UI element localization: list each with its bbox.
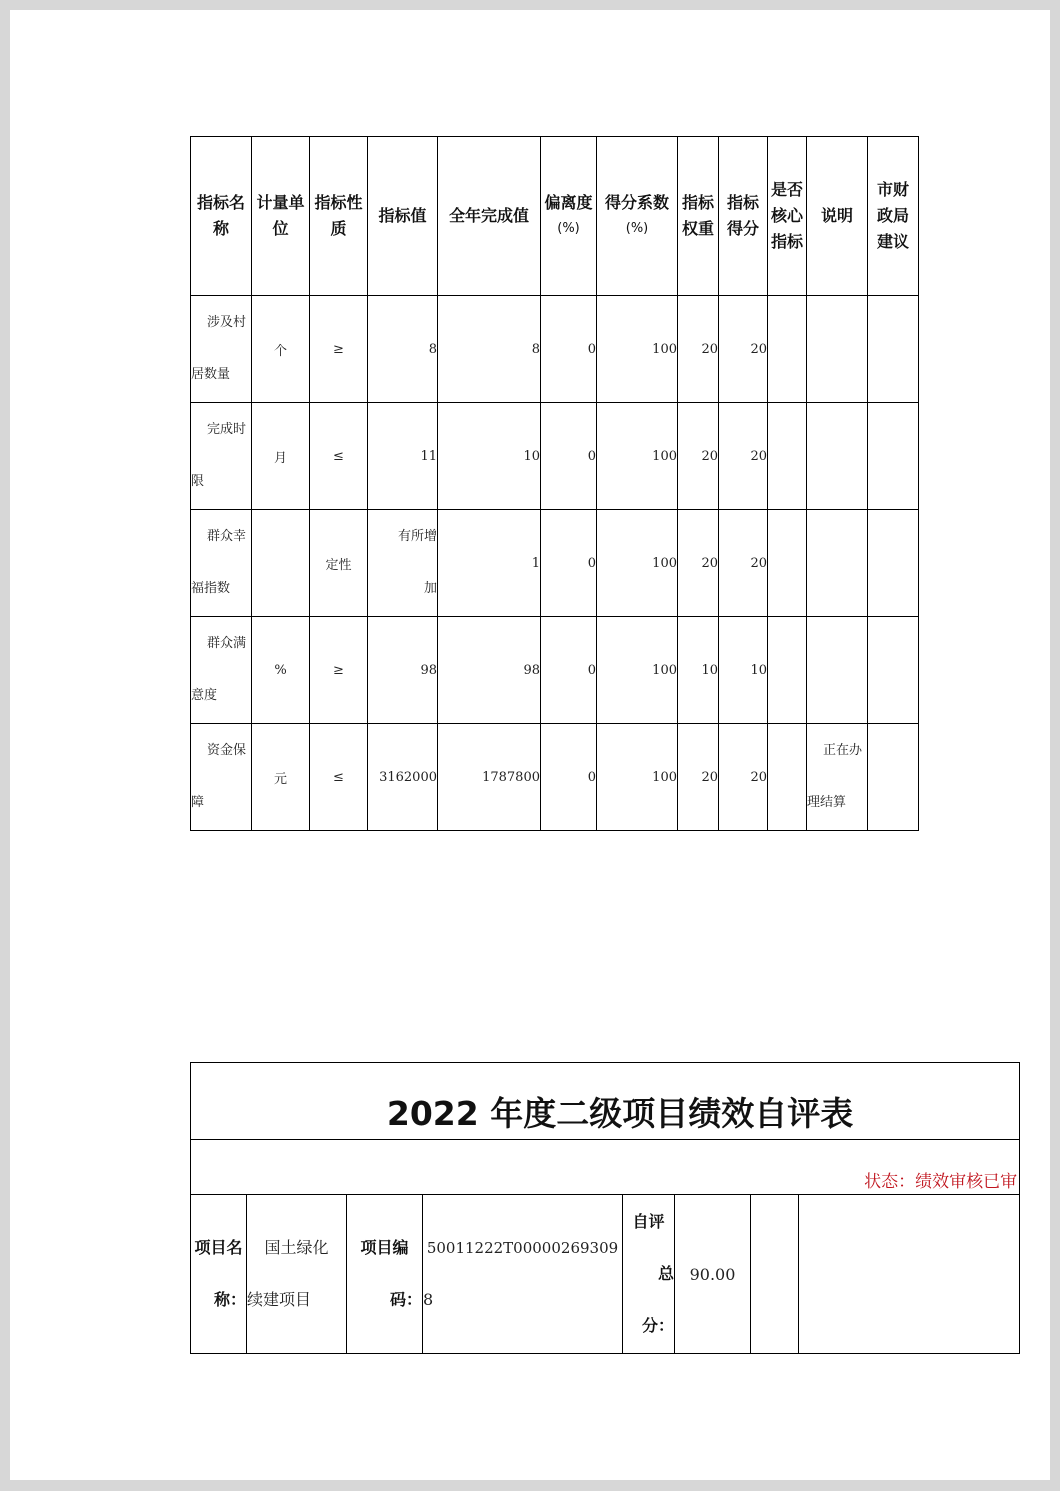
status-row: [191, 1140, 1020, 1195]
is-core: [768, 296, 807, 403]
score-coefficient: 100: [597, 296, 678, 403]
score-coefficient: 100: [597, 724, 678, 831]
review-status: 状态：绩效审核已审: [191, 1140, 1020, 1195]
is-core: [768, 403, 807, 510]
nature: ≤: [310, 724, 368, 831]
table-row: [191, 510, 919, 617]
target-value: 98: [368, 617, 438, 724]
is-core: [768, 510, 807, 617]
unit: %: [252, 617, 310, 724]
project-code-value: 50011222T00000269309 8: [423, 1195, 623, 1354]
header-indicator-name: 指标名 称: [191, 137, 252, 296]
finance-advice: [868, 617, 919, 724]
nature: ≥: [310, 296, 368, 403]
unit: 元: [252, 724, 310, 831]
score-coefficient: 100: [597, 510, 678, 617]
header-weight: 指标 权重: [678, 137, 719, 296]
indicator-name: 涉及村 居数量: [191, 296, 252, 403]
header-score: 指标 得分: [719, 137, 768, 296]
indicator-name: 完成时 限: [191, 403, 252, 510]
form-title: 2022 年度二级项目绩效自评表: [191, 1063, 1020, 1140]
target-value: 3162000: [368, 724, 438, 831]
indicator-name: 资金保 障: [191, 724, 252, 831]
indicator-name: 群众幸 福指数: [191, 510, 252, 617]
actual-value: 1787800: [438, 724, 541, 831]
unit: [252, 510, 310, 617]
weight: 20: [678, 510, 719, 617]
header-finance-advice: 市财 政局 建议: [868, 137, 919, 296]
header-nature: 指标性 质: [310, 137, 368, 296]
unit: 个: [252, 296, 310, 403]
note: 正在办 理结算: [807, 724, 868, 831]
indicator-name: 群众满 意度: [191, 617, 252, 724]
project-name-label: 项目名 称：: [191, 1195, 247, 1354]
score: 20: [719, 724, 768, 831]
header-target-value: 指标值: [368, 137, 438, 296]
deviation: 0: [541, 617, 597, 724]
header-actual-value: 全年完成值: [438, 137, 541, 296]
table-row: [191, 403, 919, 510]
target-value: 有所增 加: [368, 510, 438, 617]
empty-cell: [751, 1195, 799, 1354]
unit: 月: [252, 403, 310, 510]
score-coefficient: 100: [597, 617, 678, 724]
deviation: 0: [541, 296, 597, 403]
indicator-header-row: [191, 137, 919, 296]
header-is-core: 是否 核心 指标: [768, 137, 807, 296]
target-value: 11: [368, 403, 438, 510]
finance-advice: [868, 510, 919, 617]
header-deviation: 偏离度 (%): [541, 137, 597, 296]
finance-advice: [868, 403, 919, 510]
finance-advice: [868, 296, 919, 403]
nature: ≤: [310, 403, 368, 510]
actual-value: 98: [438, 617, 541, 724]
deviation: 0: [541, 510, 597, 617]
is-core: [768, 724, 807, 831]
self-score-label: 自评 总 分：: [623, 1195, 675, 1354]
project-name-value: 国土绿化 续建项目: [247, 1195, 347, 1354]
table-row: [191, 617, 919, 724]
weight: 20: [678, 403, 719, 510]
header-score-coefficient: 得分系数 (%): [597, 137, 678, 296]
finance-advice: [868, 724, 919, 831]
nature: ≥: [310, 617, 368, 724]
score: 20: [719, 510, 768, 617]
weight: 20: [678, 296, 719, 403]
self-score-value: 90.00: [675, 1195, 751, 1354]
deviation: 0: [541, 724, 597, 831]
note: [807, 510, 868, 617]
table-row: [191, 724, 919, 831]
table-row: [191, 296, 919, 403]
empty-cell: [799, 1195, 1020, 1354]
actual-value: 8: [438, 296, 541, 403]
note: [807, 617, 868, 724]
header-note: 说明: [807, 137, 868, 296]
project-code-label: 项目编 码：: [347, 1195, 423, 1354]
deviation: 0: [541, 403, 597, 510]
actual-value: 1: [438, 510, 541, 617]
title-row: [191, 1063, 1020, 1140]
note: [807, 296, 868, 403]
actual-value: 10: [438, 403, 541, 510]
note: [807, 403, 868, 510]
score-coefficient: 100: [597, 403, 678, 510]
project-info-row: [191, 1195, 1020, 1354]
self-evaluation-table: [190, 1062, 1020, 1354]
score: 20: [719, 296, 768, 403]
header-unit: 计量单 位: [252, 137, 310, 296]
nature: 定性: [310, 510, 368, 617]
target-value: 8: [368, 296, 438, 403]
document-page: [10, 10, 1050, 1480]
score: 20: [719, 403, 768, 510]
weight: 20: [678, 724, 719, 831]
score: 10: [719, 617, 768, 724]
indicator-table: [190, 136, 919, 831]
weight: 10: [678, 617, 719, 724]
is-core: [768, 617, 807, 724]
